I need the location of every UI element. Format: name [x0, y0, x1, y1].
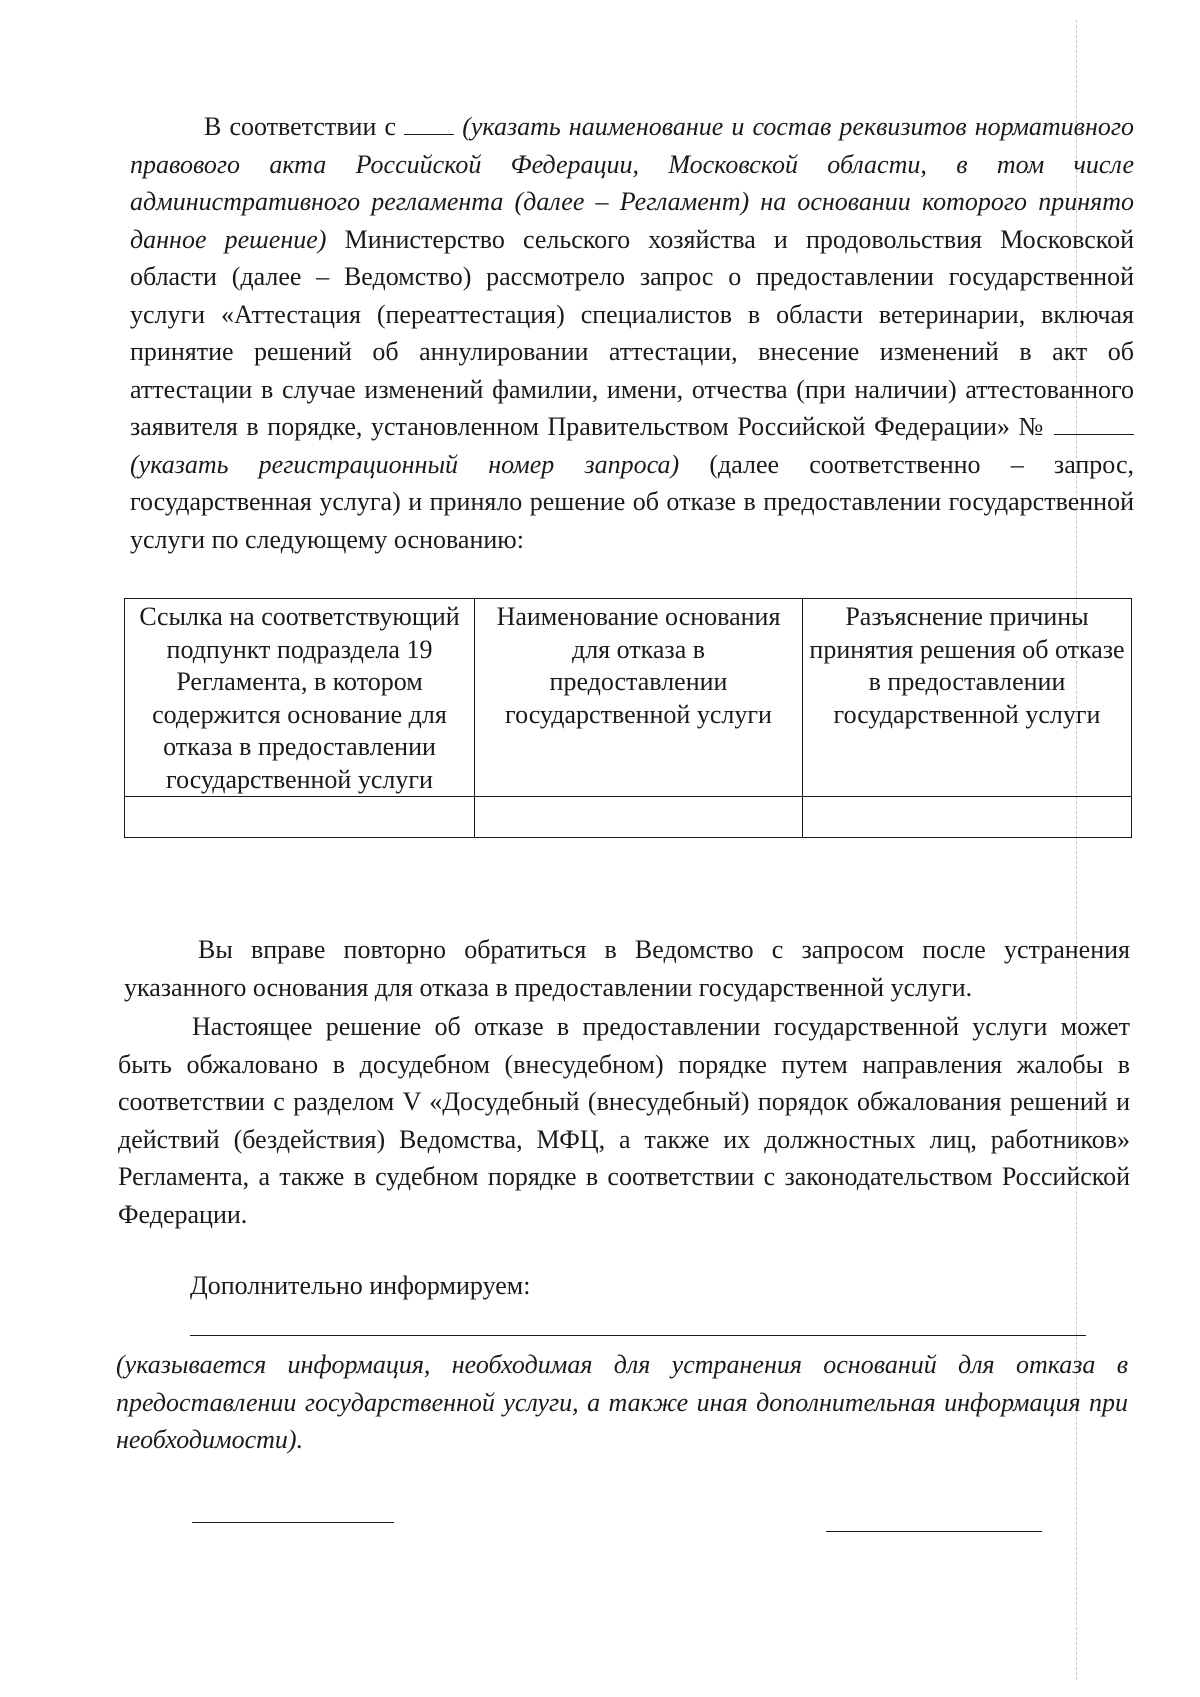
reapply-paragraph: Вы вправе повторно обратиться в Ведомство с запросом после устранения указанного основания для отказа в предоставлении государственной услуги.: [124, 935, 1130, 1002]
refusal-reasons-table: [124, 598, 1132, 838]
table-cell: [475, 797, 803, 838]
instruction-normative-act: (указать наименование и состав реквизитов нормативного правового акта Российской Федерации, Московской области, в том числе административного регламента (далее – Регламент) на основании которого принято данное решение): [130, 112, 1135, 254]
additional-info-heading: Дополнительно информируем:: [190, 1271, 531, 1300]
header-refusal-ground: Наименование основания для отказа в предоставлении государственной услуги: [475, 599, 803, 797]
instruction-request-number: (указать регистрационный номер запроса): [130, 449, 680, 479]
paragraph-text: Министерство сельского хозяйства и продовольствия Московской области (далее – Ведомство) рассмотрело запрос о предоставлении государственной услуги «Аттестация (переаттестация) специалистов в области ветеринарии, включая принятие решений об аннулировании аттестации, внесение изменений в акт об аттестации в случае изменений фамилии, имени, отчества (при наличии) аттестованного заявителя в порядке, установленном Правительством Российской Федерации» №: [130, 224, 1134, 441]
additional-info-line: [190, 1335, 1086, 1336]
blank-normative-act: [404, 112, 454, 135]
blank-request-number: [1054, 412, 1134, 435]
appeal-paragraph: Настоящее решение об отказе в предоставлении государственной услуги может быть обжаловано в досудебном (внесудебном) порядке путем направления жалобы в соответствии с разделом V «Досудебный (внесудебный) порядок обжалования решений и действий (бездействия) Ведомства, МФЦ, а также их должностных лиц, работников» Регламента, а также в судебном порядке в соответствии с законодательством Российской Федерации.: [118, 1012, 1130, 1229]
table-row: [125, 797, 1132, 838]
header-regulation-reference: Ссылка на соответствующий подпункт подраздела 19 Регламента, в котором содержится основание для отказа в предоставлении государственной услуги: [125, 599, 475, 797]
signature-line-left: [192, 1522, 394, 1523]
signature-line-right: [826, 1531, 1042, 1532]
decision-paragraph: [130, 108, 1134, 558]
header-reason-explanation: Разъяснение причины принятия решения об отказе в предоставлении государственной услуги: [803, 599, 1132, 797]
table-cell: [803, 797, 1132, 838]
table-cell: [125, 797, 475, 838]
table-header-row: [125, 599, 1132, 797]
paragraph-text: В соответствии с: [204, 112, 405, 141]
additional-info-instruction: (указывается информация, необходимая для устранения оснований для отказа в предоставлении государственной услуги, а также иная дополнительная информация при необходимости).: [116, 1350, 1128, 1454]
paragraph-text: (далее соответственно – запрос, государственная услуга) и приняло решение об отказе в предоставлении государственной услуги по следующему основанию:: [130, 449, 1134, 554]
